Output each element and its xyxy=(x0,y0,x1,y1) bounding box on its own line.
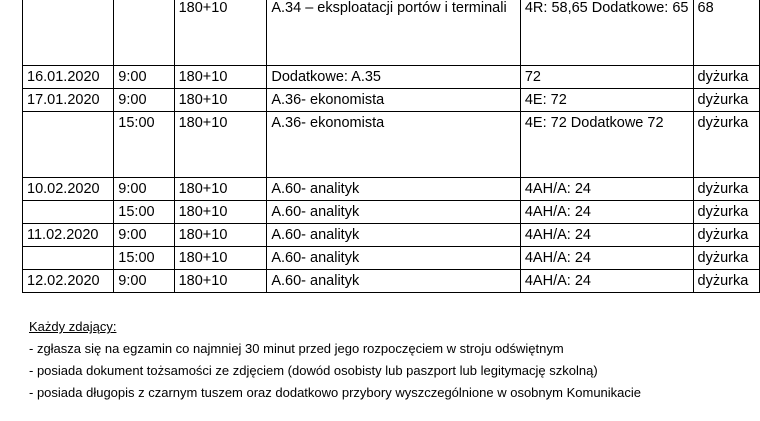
candidate-requirements xyxy=(29,316,641,404)
date-cell: 17.01.2020 xyxy=(23,89,114,112)
duration-cell: 180+10 xyxy=(174,270,267,293)
count-cell: 4E: 72 Dodatkowe 72 xyxy=(520,112,693,178)
requirements-heading: Każdy zdający: xyxy=(29,319,117,334)
requirement-item: - posiada długopis z czarnym tuszem oraz dodatkowo przybory wyszczególnione w osobnym Komunikacie xyxy=(29,385,642,400)
table-row xyxy=(23,112,760,178)
time-cell: 9:00 xyxy=(114,66,174,89)
time-cell: 9:00 xyxy=(114,224,174,247)
date-cell xyxy=(23,0,114,66)
room-cell: 68 xyxy=(693,0,760,66)
date-cell: 12.02.2020 xyxy=(23,270,114,293)
room-cell: dyżurka xyxy=(693,270,760,293)
count-cell: 4R: 58,65 Dodatkowe: 65 xyxy=(520,0,693,66)
qualification-cell: A.60- analityk xyxy=(267,201,521,224)
room-cell: dyżurka xyxy=(693,112,760,178)
date-cell xyxy=(23,247,114,270)
duration-cell: 180+10 xyxy=(174,0,267,66)
qualification-cell: A.60- analityk xyxy=(267,270,521,293)
count-cell: 4AH/A: 24 xyxy=(520,247,693,270)
count-cell: 4AH/A: 24 xyxy=(520,201,693,224)
qualification-cell: A.36- ekonomista xyxy=(267,89,521,112)
duration-cell: 180+10 xyxy=(174,178,267,201)
count-cell: 4AH/A: 24 xyxy=(520,270,693,293)
table-row xyxy=(23,247,760,270)
time-cell: 9:00 xyxy=(114,178,174,201)
room-cell: dyżurka xyxy=(693,89,760,112)
date-cell: 16.01.2020 xyxy=(23,66,114,89)
qualification-cell: Dodatkowe: A.35 xyxy=(267,66,521,89)
time-cell: 9:00 xyxy=(114,89,174,112)
duration-cell: 180+10 xyxy=(174,66,267,89)
time-cell xyxy=(114,0,174,66)
time-cell: 15:00 xyxy=(114,201,174,224)
count-cell: 4AH/A: 24 xyxy=(520,224,693,247)
table-row xyxy=(23,178,760,201)
room-cell: dyżurka xyxy=(693,66,760,89)
room-cell: dyżurka xyxy=(693,201,760,224)
room-cell: dyżurka xyxy=(693,247,760,270)
table-row xyxy=(23,89,760,112)
table-row xyxy=(23,0,760,66)
exam-schedule-table xyxy=(22,0,760,293)
count-cell: 72 xyxy=(520,66,693,89)
date-cell xyxy=(23,112,114,178)
time-cell: 15:00 xyxy=(114,247,174,270)
table-row xyxy=(23,270,760,293)
qualification-cell: A.60- analityk xyxy=(267,247,521,270)
room-cell: dyżurka xyxy=(693,224,760,247)
duration-cell: 180+10 xyxy=(174,247,267,270)
duration-cell: 180+10 xyxy=(174,112,267,178)
count-cell: 4AH/A: 24 xyxy=(520,178,693,201)
qualification-cell: A.60- analityk xyxy=(267,224,521,247)
time-cell: 15:00 xyxy=(114,112,174,178)
room-cell: dyżurka xyxy=(693,178,760,201)
duration-cell: 180+10 xyxy=(174,201,267,224)
duration-cell: 180+10 xyxy=(174,89,267,112)
qualification-cell: A.34 – eksploatacji portów i terminali xyxy=(267,0,521,66)
qualification-cell: A.36- ekonomista xyxy=(267,112,521,178)
duration-cell: 180+10 xyxy=(174,224,267,247)
date-cell xyxy=(23,201,114,224)
count-cell: 4E: 72 xyxy=(520,89,693,112)
requirement-item: - zgłasza się na egzamin co najmniej 30 minut przed jego rozpoczęciem w stroju odświętnym xyxy=(29,341,564,356)
date-cell: 10.02.2020 xyxy=(23,178,114,201)
table-row xyxy=(23,66,760,89)
requirement-item: - posiada dokument tożsamości ze zdjęciem (dowód osobisty lub paszport lub legitymację szkolną) xyxy=(29,363,598,378)
date-cell: 11.02.2020 xyxy=(23,224,114,247)
qualification-cell: A.60- analityk xyxy=(267,178,521,201)
table-row xyxy=(23,224,760,247)
time-cell: 9:00 xyxy=(114,270,174,293)
table-row xyxy=(23,201,760,224)
